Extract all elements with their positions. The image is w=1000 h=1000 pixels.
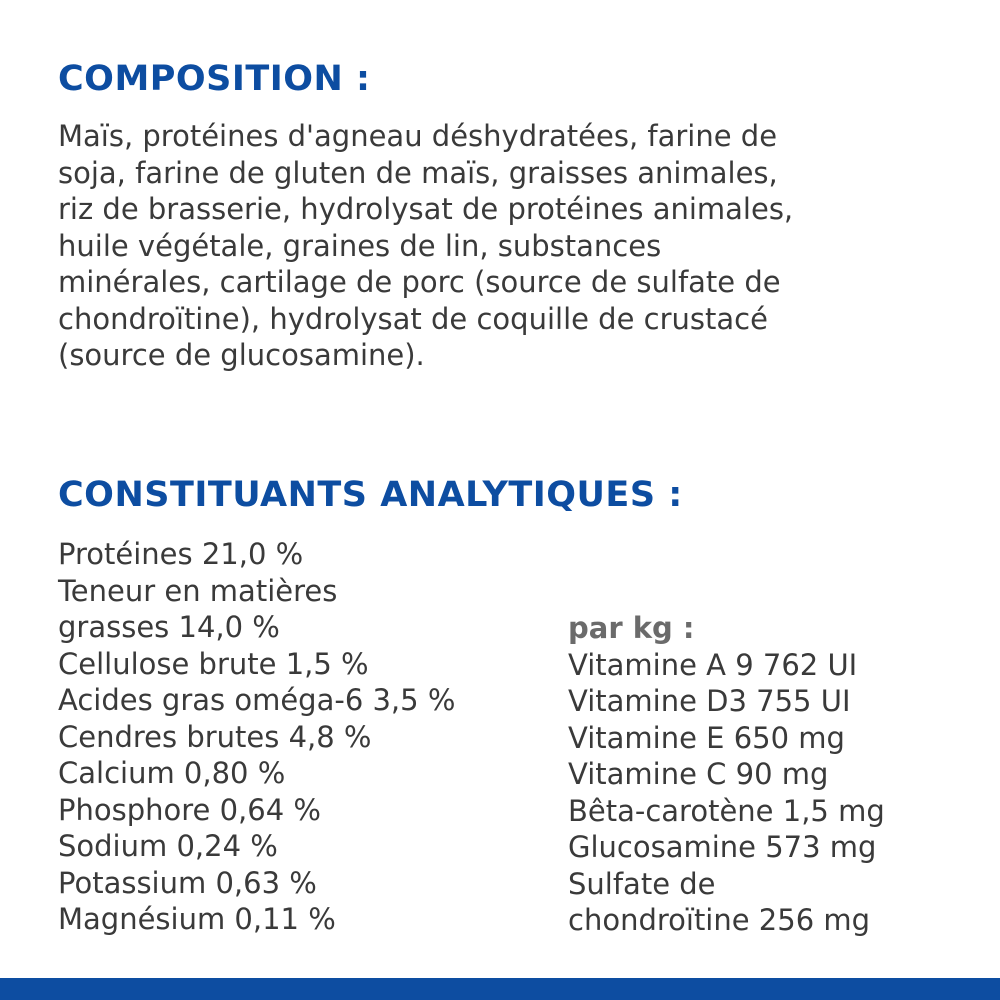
analytical-constituents-heading: CONSTITUANTS ANALYTIQUES : <box>58 475 683 515</box>
composition-line: Maïs, protéines d'agneau déshydratées, farine de <box>58 119 778 153</box>
composition-heading: COMPOSITION : <box>58 59 371 99</box>
composition-line: riz de brasserie, hydrolysat de protéines animales, <box>58 192 794 226</box>
list-item: chondroïtine 256 mg <box>568 903 871 937</box>
composition-text <box>58 118 958 374</box>
analytical-constituents-list <box>58 536 455 938</box>
composition-line: minérales, cartilage de porc (source de sulfate de <box>58 265 781 299</box>
composition-line: chondroïtine), hydrolysat de coquille de crustacé <box>58 301 768 336</box>
list-item: grasses 14,0 % <box>58 610 280 644</box>
footer-bar <box>0 978 1000 1000</box>
list-item: Vitamine E 650 mg <box>568 720 845 755</box>
list-item: Cellulose brute 1,5 % <box>58 646 369 681</box>
list-item: Bêta-carotène 1,5 mg <box>568 793 885 828</box>
list-item: Potassium 0,63 % <box>58 865 317 900</box>
list-item: Sodium 0,24 % <box>58 829 278 863</box>
list-item: Vitamine A 9 762 UI <box>568 647 858 682</box>
list-item: Acides gras oméga-6 3,5 % <box>58 683 456 717</box>
list-item: Calcium 0,80 % <box>58 756 286 790</box>
list-item: Phosphore 0,64 % <box>58 792 321 827</box>
list-item: Vitamine C 90 mg <box>568 757 829 791</box>
per-kg-additives-list <box>568 610 885 939</box>
list-item: Cendres brutes 4,8 % <box>58 719 372 754</box>
composition-line: (source de glucosamine). <box>58 338 425 372</box>
list-item: Protéines 21,0 % <box>58 537 304 571</box>
list-item: Vitamine D3 755 UI <box>568 684 851 718</box>
per-kg-label: par kg : <box>568 611 695 645</box>
list-item: Sulfate de <box>568 866 716 901</box>
list-item: Teneur en matières <box>58 573 338 608</box>
list-item: Glucosamine 573 mg <box>568 830 877 864</box>
composition-line: huile végétale, graines de lin, substances <box>58 228 662 263</box>
composition-line: soja, farine de gluten de maïs, graisses animales, <box>58 155 778 190</box>
list-item: Magnésium 0,11 % <box>58 902 336 936</box>
